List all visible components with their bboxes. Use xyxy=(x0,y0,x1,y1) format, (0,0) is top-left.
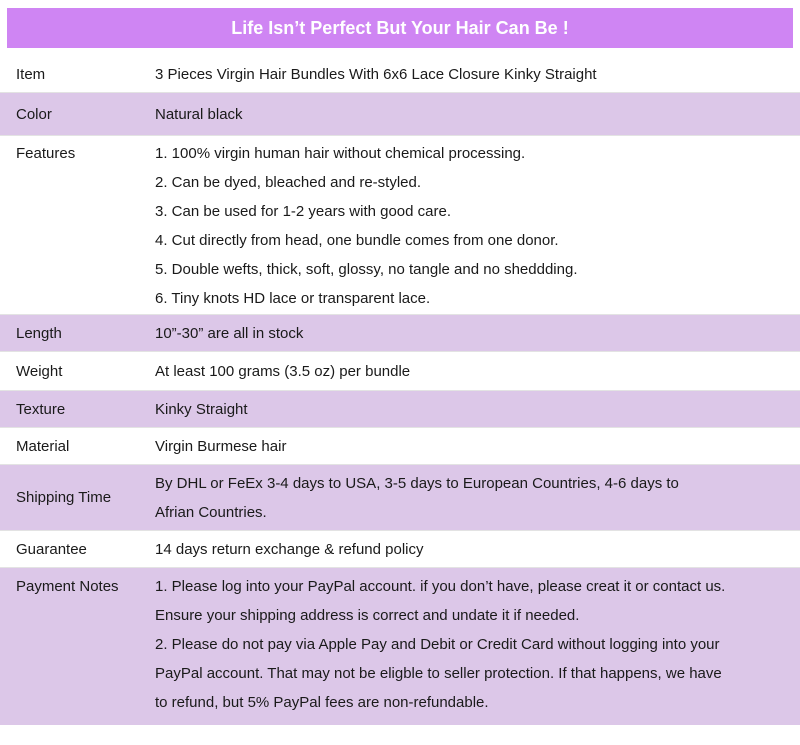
feature-item: 3. Can be used for 1-2 years with good care. xyxy=(155,203,452,220)
row-value: Natural black xyxy=(155,105,243,123)
row-value: Kinky Straight xyxy=(155,400,248,418)
row-label: Guarantee xyxy=(16,540,87,558)
row-label: Weight xyxy=(16,362,63,380)
row-label: Material xyxy=(16,437,70,455)
row-color xyxy=(0,93,800,135)
payment-line: 1. Please log into your PayPal account. if you don’t have, please creat it or contact us. xyxy=(155,578,726,595)
row-texture xyxy=(0,391,800,427)
payment-line: 2. Please do not pay via Apple Pay and Debit or Credit Card without logging into your xyxy=(155,636,720,653)
shipping-line: By DHL or FeEx 3-4 days to USA, 3-5 days to European Countries, 4-6 days to xyxy=(155,475,679,492)
payment-line: to refund, but 5% PayPal fees are non-refundable. xyxy=(155,694,489,711)
row-item xyxy=(0,56,800,92)
row-features xyxy=(0,136,800,314)
payment-line: PayPal account. That may not be eligble to seller protection. If that happens, we have xyxy=(155,665,722,682)
row-guarantee xyxy=(0,531,800,567)
product-spec-table xyxy=(0,8,800,725)
row-weight xyxy=(0,352,800,390)
shipping-line: Afrian Countries. xyxy=(155,504,267,521)
row-label: Shipping Time xyxy=(16,489,112,506)
row-value: Virgin Burmese hair xyxy=(155,437,287,455)
payment-notes xyxy=(140,572,800,725)
row-value: 10”-30” are all in stock xyxy=(155,324,304,342)
feature-item: 6. Tiny knots HD lace or transparent lace. xyxy=(155,290,431,307)
banner-title: Life Isn’t Perfect But Your Hair Can Be ! xyxy=(7,8,793,48)
row-label: Payment Notes xyxy=(16,578,119,595)
feature-item: 1. 100% virgin human hair without chemical processing. xyxy=(155,145,526,162)
shipping-text xyxy=(140,465,800,530)
features-list xyxy=(140,139,800,314)
feature-item: 4. Cut directly from head, one bundle comes from one donor. xyxy=(155,232,559,249)
row-label: Item xyxy=(16,65,46,83)
row-length xyxy=(0,315,800,351)
row-value: At least 100 grams (3.5 oz) per bundle xyxy=(155,362,411,380)
row-label: Color xyxy=(16,105,52,123)
row-value: 3 Pieces Virgin Hair Bundles With 6x6 Lace Closure Kinky Straight xyxy=(155,65,597,83)
row-label: Texture xyxy=(16,400,66,418)
feature-item: 5. Double wefts, thick, soft, glossy, no tangle and no sheddding. xyxy=(155,261,578,278)
row-material xyxy=(0,428,800,464)
row-label: Features xyxy=(16,145,76,162)
row-label: Length xyxy=(16,324,62,342)
row-shipping xyxy=(0,465,800,530)
feature-item: 2. Can be dyed, bleached and re-styled. xyxy=(155,174,422,191)
payment-line: Ensure your shipping address is correct and undate it if needed. xyxy=(155,607,580,624)
row-payment xyxy=(0,568,800,725)
row-value: 14 days return exchange & refund policy xyxy=(155,540,424,558)
